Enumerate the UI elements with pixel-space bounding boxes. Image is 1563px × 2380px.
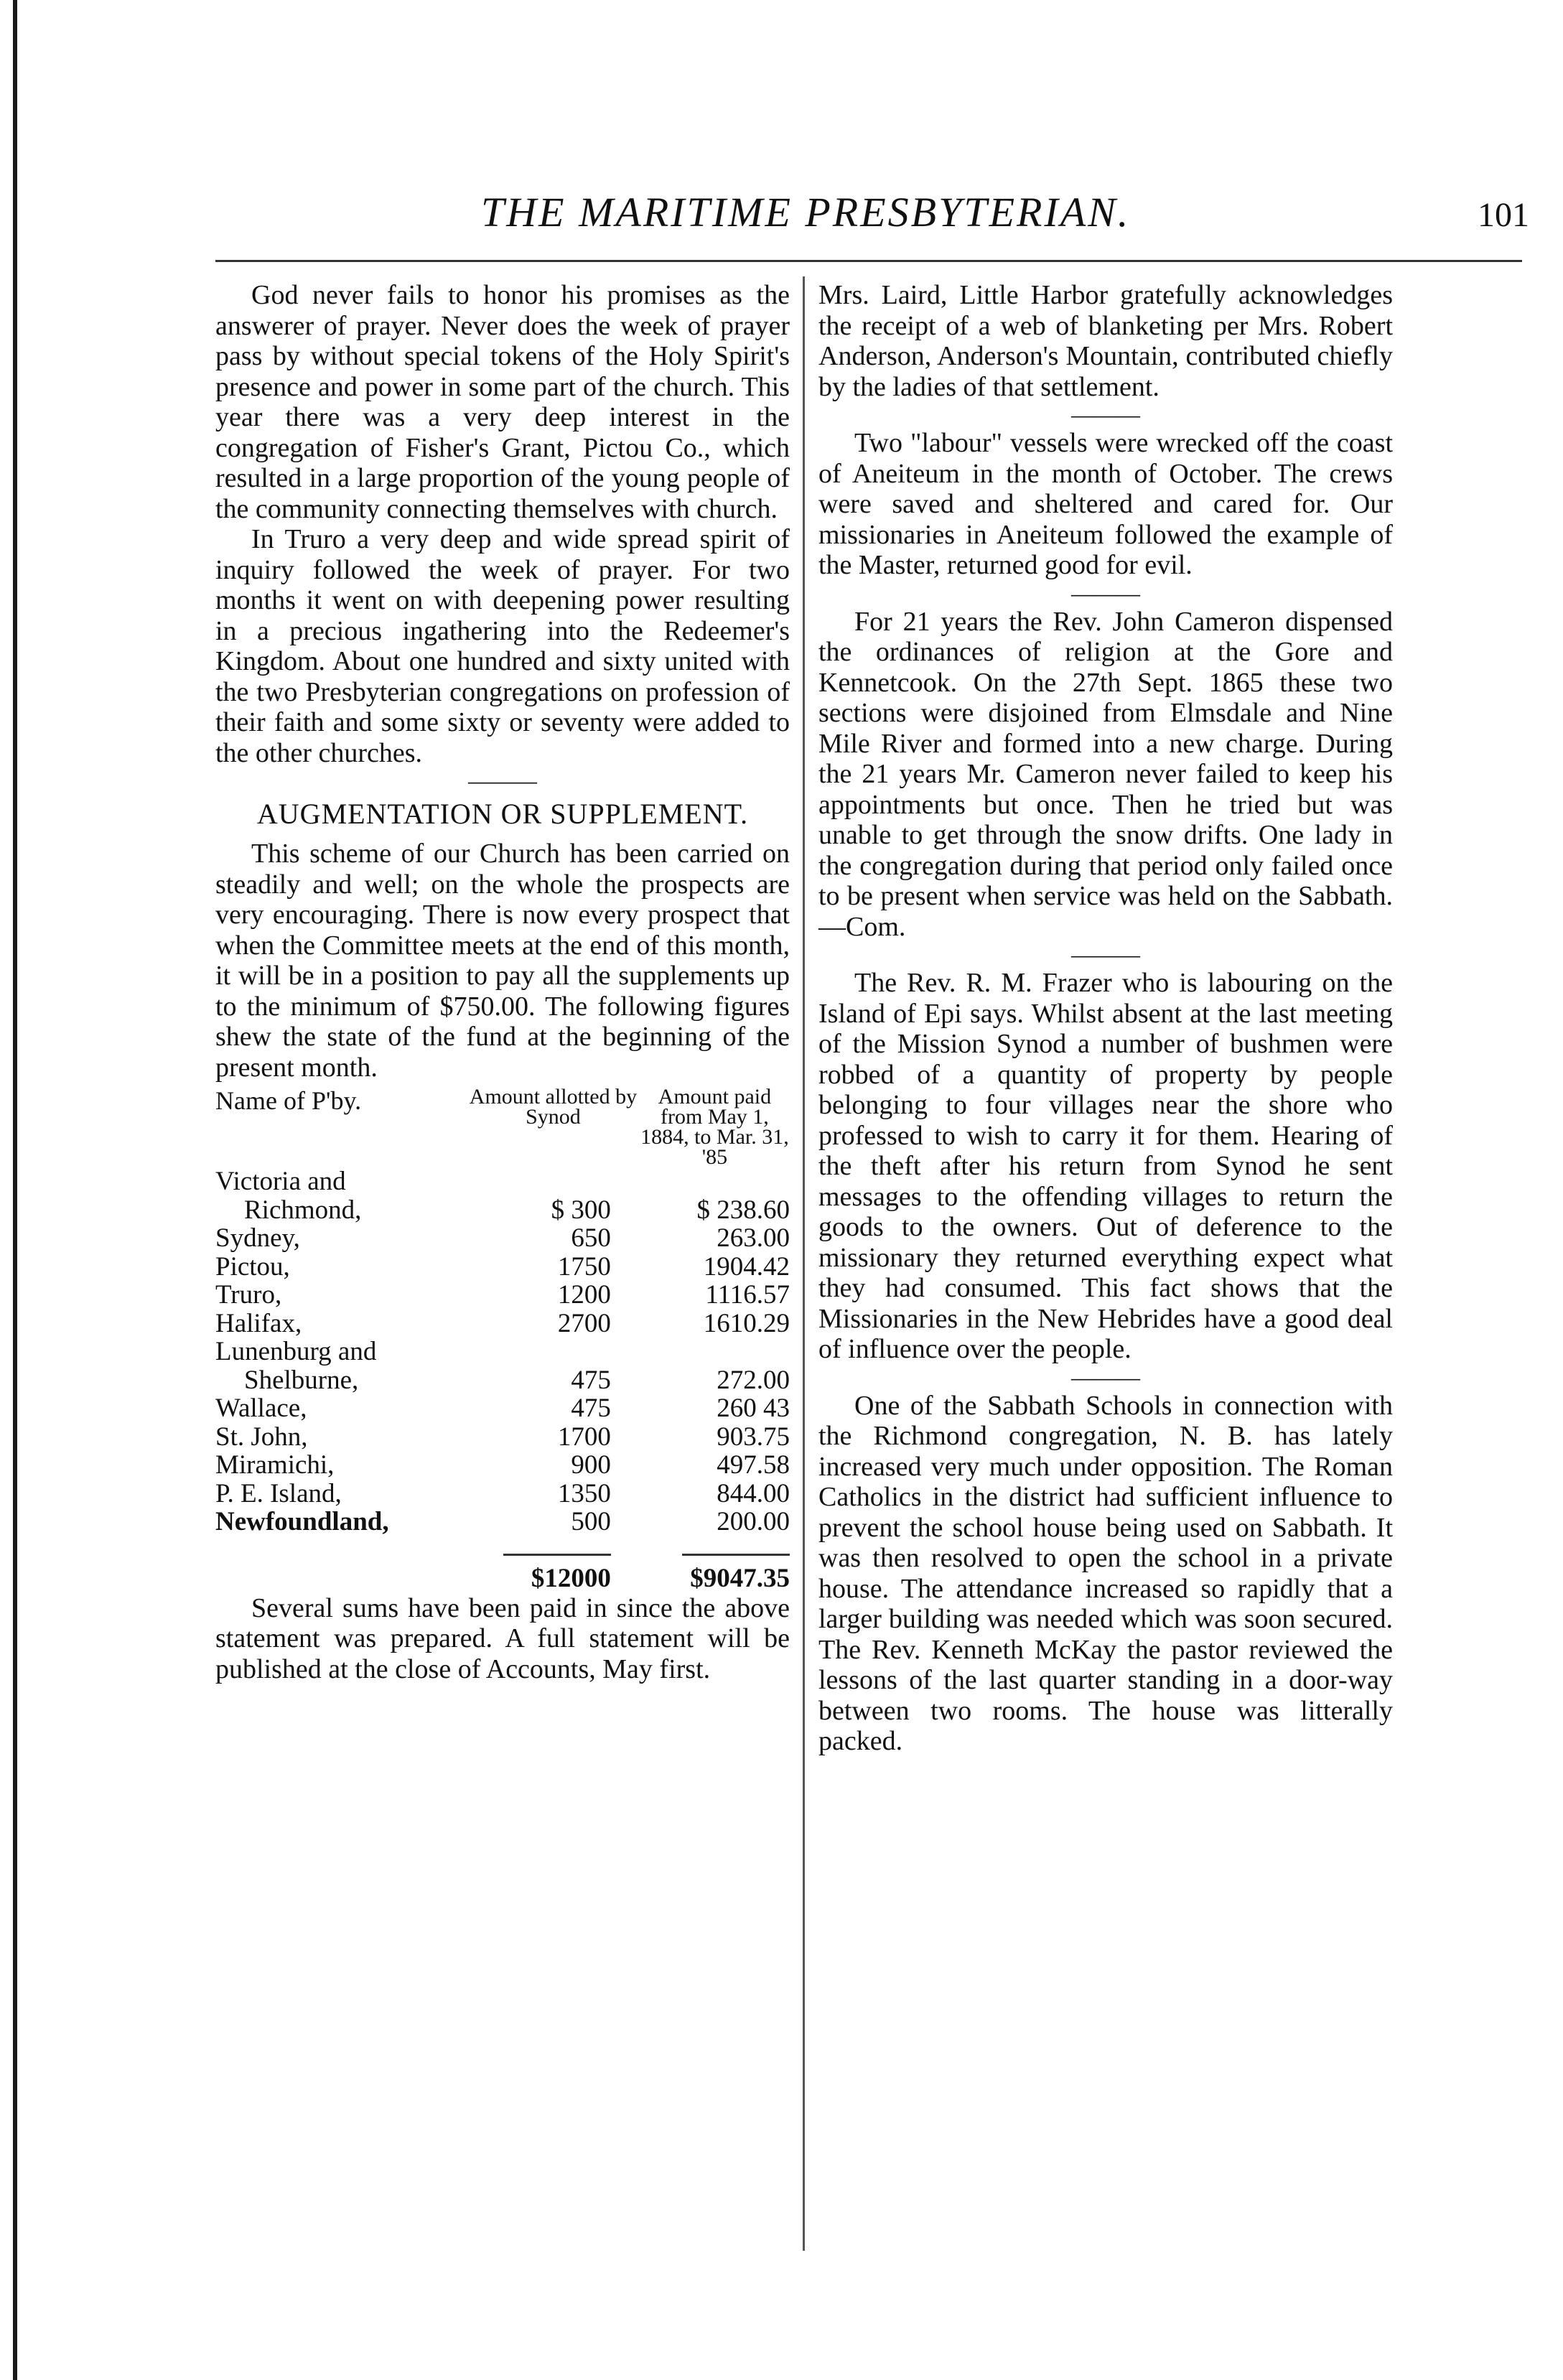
paid-value: 200.00 <box>717 1507 790 1536</box>
allotted-value: 650 <box>571 1223 611 1253</box>
table-row <box>215 1451 790 1480</box>
paid-value: 1116.57 <box>705 1280 790 1310</box>
allotted-value: 1750 <box>557 1251 611 1282</box>
allotted-value: 1700 <box>557 1422 611 1452</box>
presbytery-name: Lunenburg and <box>215 1337 377 1366</box>
table-row <box>215 1224 790 1253</box>
prayer-paragraph: God never fails to honor his promises as the answerer of prayer. Never does the week of prayer pass by without special tokens of the Holy Spirit's presence and power in some part of the church. This year there was a very deep interest in the congregation of Fisher's Grant, Pictou Co., which resulted in a large proportion of the young people of the community connecting themselves with church. <box>215 280 790 524</box>
table-header-row <box>215 1087 790 1167</box>
allotted-value <box>467 1167 640 1196</box>
table-row <box>215 1394 790 1423</box>
table-row <box>215 1310 790 1338</box>
table-row <box>215 1253 790 1282</box>
page-number: 101 <box>1478 196 1529 234</box>
presbytery-name: Victoria and <box>215 1167 346 1196</box>
truro-paragraph: In Truro a very deep and wide spread spirit of inquiry followed the week of prayer. For two months it went on with deepening power resulting in a precious ingathering into the Redeemer's Kingdom. About one hundred and sixty united with the two Presbyterian congregations on profession of their faith and some sixty or seventy were added to the other churches. <box>215 524 790 768</box>
paid-value: $ 238.60 <box>696 1195 790 1225</box>
presbytery-name: Halifax, <box>215 1308 302 1338</box>
frazer-paragraph: The Rev. R. M. Frazer who is labouring on the Island of Epi says. Whilst absent at the last meeting of the Mission Synod a number of bushmen were robbed of a quantity of property by people belonging to four villages near the shore who professed to wish to carry it for them. Hearing of the theft after his return from Synod he sent messages to the offending villages to return the goods to the owners. Out of deference to the missionary they returned everything expect what they had consumed. This fact shows that the Missionaries in the New Hebrides have a good deal of influence over the people. <box>818 968 1393 1364</box>
sabbath-school-paragraph: One of the Sabbath Schools in connection with the Richmond congregation, N. B. has lately increased very much under opposition. The Roman Catholics in the district had sufficient influence to prevent the school house being used on Sabbath. It was then resolved to open the school in a private house. The attendance increased so rapidly that a larger building was needed which was soon secured. The Rev. Kenneth McKay the pastor reviewed the lessons of the last quarter standing in a door-way between two rooms. The house was litterally packed. <box>818 1390 1393 1756</box>
section-separator: ——— <box>1071 941 1140 967</box>
sum-rule <box>682 1554 790 1559</box>
running-title: THE MARITIME PRESBYTERIAN. <box>481 189 1131 235</box>
column-divider <box>803 276 805 2251</box>
paid-value: 260 43 <box>717 1394 790 1423</box>
section-separator: ——— <box>1071 1363 1140 1390</box>
allotted-value: 900 <box>571 1450 611 1480</box>
paid-value: 272.00 <box>717 1365 790 1395</box>
paid-value <box>640 1167 790 1196</box>
table-total-row <box>215 1564 790 1593</box>
allotted-value: $ 300 <box>551 1195 611 1225</box>
augmentation-paragraph: This scheme of our Church has been carried on steadily and well; on the whole the prospects are very encouraging. There is now every prospect that when the Committee meets at the end of this month, it will be in a position to pay all the supplements up to the minimum of $750.00. The following figures shew the state of the fund at the beginning of the present month. <box>215 839 790 1083</box>
presbytery-name: Shelburne, <box>244 1365 359 1395</box>
header-rule <box>215 260 1522 262</box>
allotted-header: Amount allotted by Synod <box>469 1085 638 1129</box>
total-allotted: $12000 <box>531 1564 611 1593</box>
left-column <box>215 280 790 1684</box>
paid-value: 263.00 <box>717 1223 790 1253</box>
paid-value: 497.58 <box>717 1450 790 1480</box>
paid-value: 1904.42 <box>703 1251 790 1282</box>
closing-paragraph: Several sums have been paid in since the above statement was prepared. A full statement will be published at the close of Accounts, May first. <box>215 1592 790 1684</box>
paid-header: Amount paid from May 1, 1884, to Mar. 31, '85 <box>640 1085 789 1169</box>
section-separator: ——— <box>468 767 537 793</box>
presbytery-name: P. E. Island, <box>215 1478 342 1508</box>
table-row <box>215 1480 790 1508</box>
augmentation-heading: AUGMENTATION OR SUPPLEMENT. <box>256 798 749 830</box>
presbytery-name: Wallace, <box>215 1394 307 1423</box>
table-row <box>215 1423 790 1452</box>
sum-rule <box>503 1554 611 1559</box>
paid-value: 844.00 <box>717 1478 790 1508</box>
presbytery-name: St. John, <box>215 1422 308 1452</box>
page-header <box>215 188 1563 246</box>
table-row <box>215 1196 790 1225</box>
presbytery-name: Sydney, <box>215 1223 300 1253</box>
presbytery-name: Miramichi, <box>215 1450 335 1480</box>
presbytery-header: Name of P'by. <box>215 1086 362 1115</box>
allotted-value: 500 <box>571 1507 611 1536</box>
paid-value: 903.75 <box>717 1422 790 1452</box>
laird-notice: Mrs. Laird, Little Harbor gratefully acknowledges the receipt of a web of blanketing per Mrs. Robert Anderson, Anderson's Mountain, contributed chiefly by the ladies of that settlement. <box>818 280 1393 402</box>
table-row <box>215 1366 790 1395</box>
presbytery-name: Newfoundland, <box>215 1507 389 1536</box>
total-paid: $9047.35 <box>690 1564 790 1593</box>
allotted-value <box>467 1338 640 1366</box>
allotted-value: 475 <box>571 1394 611 1423</box>
presbytery-name: Richmond, <box>244 1195 362 1225</box>
table-row <box>215 1338 790 1366</box>
aneiteum-paragraph: Two "labour" vessels were wrecked off the coast of Aneiteum in the month of October. The crews were saved and sheltered and cared for. Our missionaries in Aneiteum followed the example of the Master, returned good for evil. <box>818 428 1393 580</box>
right-column <box>818 280 1393 1757</box>
section-separator: ——— <box>1071 401 1140 427</box>
paid-value: 1610.29 <box>703 1308 790 1338</box>
presbytery-name: Truro, <box>215 1280 282 1310</box>
cameron-paragraph: For 21 years the Rev. John Cameron dispensed the ordinances of religion at the Gore and Kennetcook. On the 27th Sept. 1865 these two sections were disjoined from Elmsdale and Nine Mile River and formed into a new charge. During the 21 years Mr. Cameron never failed to keep his appointments but once. Then he tried but was unable to get through the snow drifts. One lady in the congregation during that period only failed once to be present when service was held on the Sabbath.—Com. <box>818 606 1393 942</box>
table-row <box>215 1281 790 1310</box>
allotted-value: 1350 <box>557 1478 611 1508</box>
allotted-value: 2700 <box>557 1308 611 1338</box>
table-row <box>215 1167 790 1196</box>
allotted-value: 475 <box>571 1365 611 1395</box>
allotted-value: 1200 <box>557 1280 611 1310</box>
table-row <box>215 1508 790 1536</box>
table-sum-rule-row <box>215 1536 790 1565</box>
paid-value <box>640 1338 790 1366</box>
page-edge-rule <box>13 0 17 2380</box>
presbytery-name: Pictou, <box>215 1251 290 1282</box>
section-separator: ——— <box>1071 579 1140 606</box>
augmentation-figures-table <box>215 1087 790 1593</box>
